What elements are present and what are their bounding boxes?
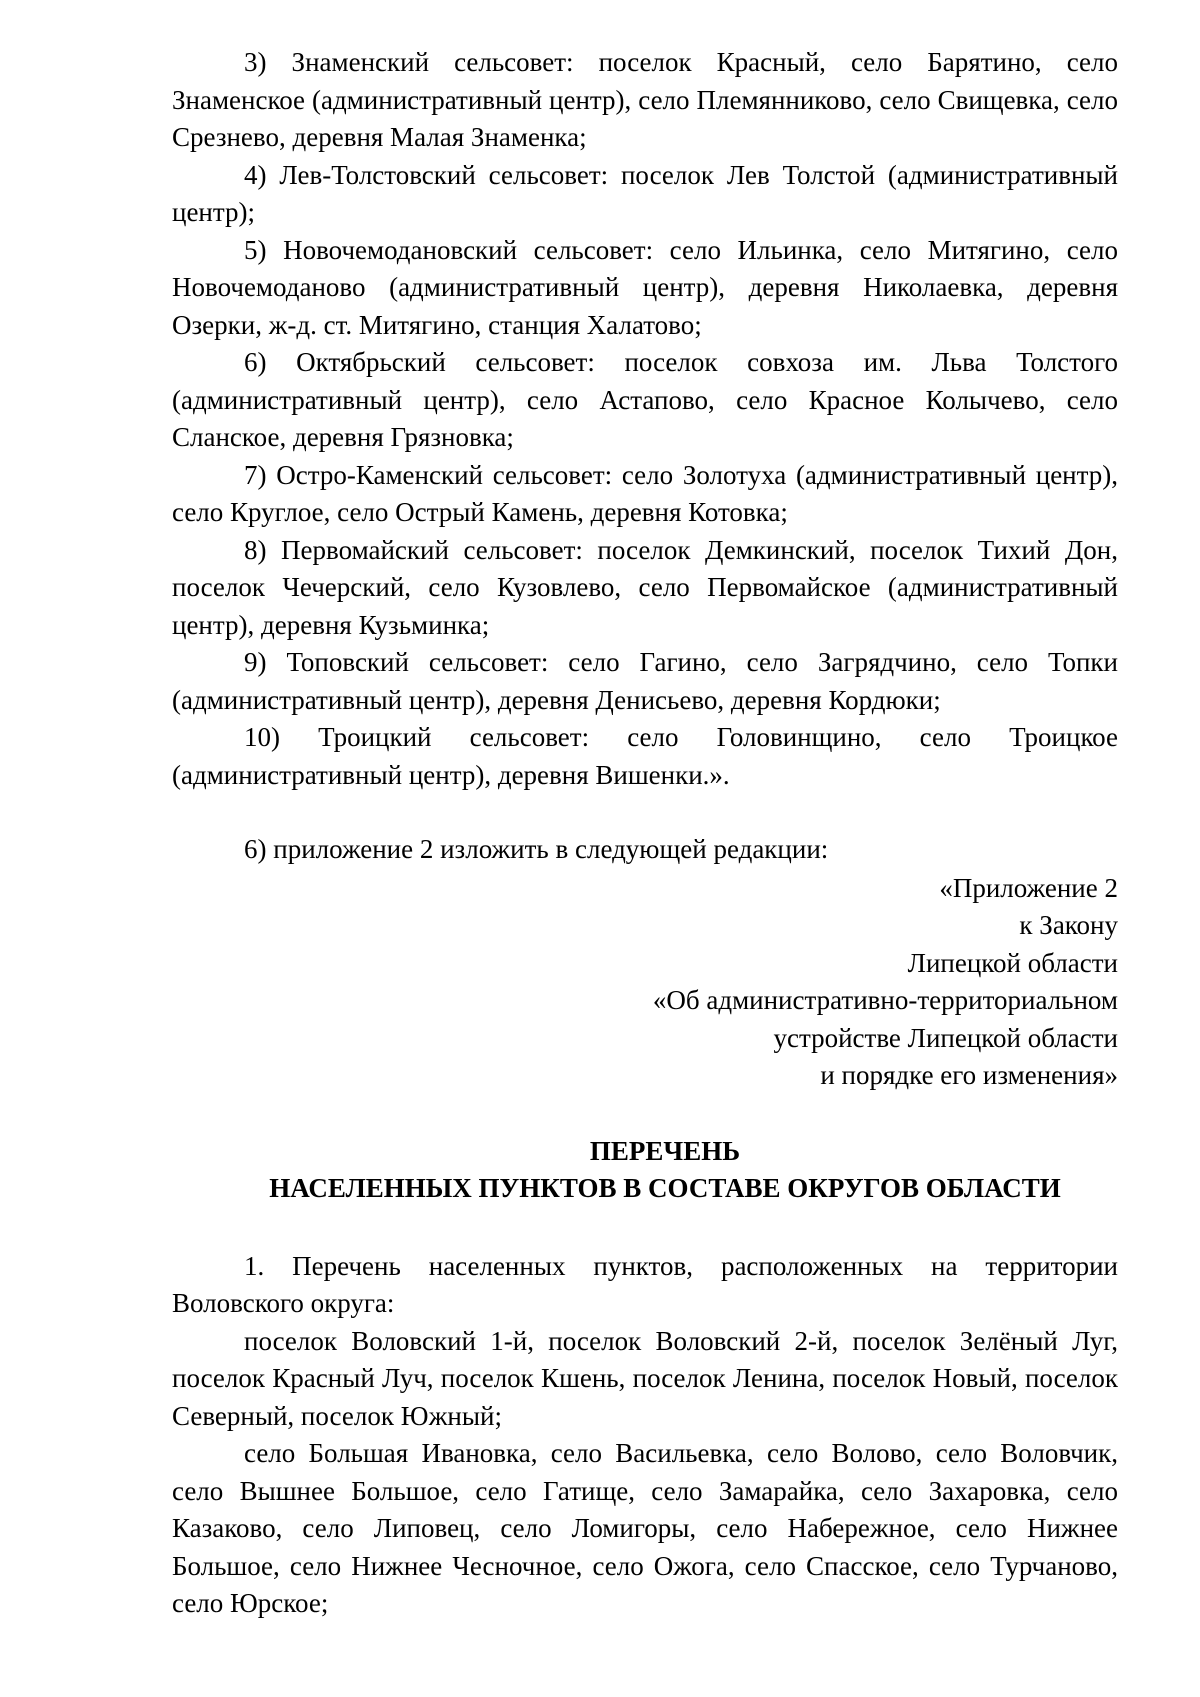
appendix-line: и порядке его изменения» xyxy=(820,1060,1118,1090)
amendment-paragraph: 6) приложение 2 изложить в следующей редакции: xyxy=(244,834,829,864)
paragraph-volovsky-sela: село Большая Ивановка, село Васильевка, село Волово, село Воловчик, село Вышнее Большое, село Гатище, село Замарайка, село Захаровка, село Казаково, село Липовец, село Ломигоры, село Набережное, село Нижнее Большое, село Нижнее Чесночное, село Ожога, село Спасское, село Турчаново, село Юрское; xyxy=(172,1438,1118,1618)
document-page xyxy=(172,44,1118,1623)
paragraph-topovsky: 9) Топовский сельсовет: село Гагино, село Загрядчино, село Топки (административный центр), деревня Денисьево, деревня Кордюки; xyxy=(172,647,1118,715)
appendix-line: устройстве Липецкой области xyxy=(773,1022,1118,1053)
paragraph-troitsky: 10) Троицкий сельсовет: село Головинщино, село Троицкое (административный центр), деревня Вишенки.». xyxy=(172,722,1118,790)
appendix-line: Липецкой области xyxy=(907,947,1118,978)
paragraph-pervomaysky: 8) Первомайский сельсовет: поселок Демкинский, поселок Тихий Дон, поселок Чечерский, село Кузовлево, село Первомайское (административный центр), деревня Кузьминка; xyxy=(172,534,1118,640)
paragraph-volovsky-posyolki: поселок Воловский 1-й, поселок Воловский 2-й, поселок Зелёный Луг, поселок Красный Луч, поселок Кшень, поселок Ленина, поселок Новый, поселок Северный, поселок Южный; xyxy=(172,1325,1118,1431)
paragraph-znamensky: 3) Знаменский сельсовет: поселок Красный, село Барятино, село Знаменское (административный центр), село Племянниково, село Свищевка, село Срезнево, деревня Малая Знаменка; xyxy=(172,47,1118,152)
heading-title: ПЕРЕЧЕНЬ xyxy=(589,1135,741,1166)
appendix-line: «Об административно-территориальном xyxy=(652,985,1118,1015)
paragraph-volovsky-intro: 1. Перечень населенных пунктов, расположенных на территории Воловского округа: xyxy=(172,1250,1118,1318)
section-heading xyxy=(172,1133,1118,1208)
appendix-line: к Закону xyxy=(1019,910,1118,940)
paragraph-novochemodanovsky: 5) Новочемодановский сельсовет: село Ильинка, село Митягино, село Новочемоданово (административный центр), деревня Николаевка, деревня Озерки, ж-д. ст. Митягино, станция Халатово; xyxy=(172,234,1118,340)
paragraph-oktyabrsky: 6) Октябрьский сельсовет: поселок совхоза им. Льва Толстого (административный центр), село Астапово, село Красное Колычево, село Сланское, деревня Грязновка; xyxy=(172,347,1118,452)
appendix-note xyxy=(172,870,1118,1095)
appendix-line: «Приложение 2 xyxy=(939,872,1118,903)
paragraph-ostro-kamensky: 7) Остро-Каменский сельсовет: село Золотуха (административный центр), село Круглое, село Острый Камень, деревня Котовка; xyxy=(172,459,1118,527)
heading-subtitle: НАСЕЛЕННЫХ ПУНКТОВ В СОСТАВЕ ОКРУГОВ ОБЛАСТИ xyxy=(269,1173,1061,1203)
paragraph-lev-tolstovsky: 4) Лев-Толстовский сельсовет: поселок Лев Толстой (административный центр); xyxy=(172,159,1118,227)
